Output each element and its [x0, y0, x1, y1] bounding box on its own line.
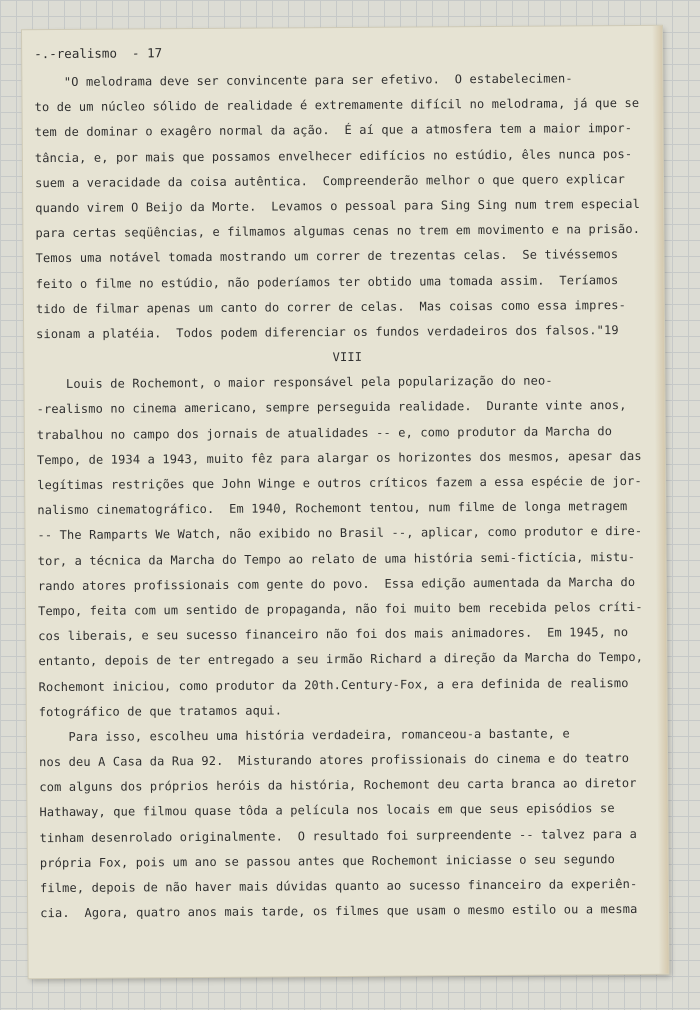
text-line: nalismo cinematográfico. Em 1940, Rochemont tentou, num filme de longa metragem	[37, 499, 628, 518]
text-line: nos deu A Casa da Rua 92. Misturando atores profissionais do cinema e do teatro	[39, 751, 630, 770]
section-number: VIII	[332, 349, 363, 365]
text-line: tinham desenrolado originalmente. O resultado foi surpreendente -- talvez para a	[39, 826, 638, 845]
text-line: to de um núcleo sólido de realidade é extremamente difícil no melodrama, já que se	[34, 96, 640, 115]
text-line: trabalhou no campo dos jornais de atualidades -- e, como produtor da Marcha do	[36, 423, 613, 442]
text-line: tido de filmar apenas um canto do correr de celas. Mas coisas como essa impres-	[35, 297, 626, 316]
text-line: quando virem O Beijo da Morte. Levamos o pessoal para Sing Sing num trem especial	[35, 196, 641, 216]
text-line: própria Fox, pois um ano se passou antes que Rochemont iniciasse o seu segundo	[39, 851, 616, 870]
text-line: sionam a platéia. Todos podem diferenciar os fundos verdadeiros dos falsos."19	[36, 322, 619, 342]
text-line: Rochemont iniciou, como produtor da 20th.Century-Fox, a era definida de realismo	[38, 675, 629, 694]
text-line: com alguns dos próprios heróis da história, Rochemont deu carta branca ao diretor	[39, 776, 637, 795]
text-line: filme, depois de não haver mais dúvidas quanto ao sucesso financeiro da experiên-	[39, 876, 638, 896]
text-line: legítimas restrições que John Winge e outros críticos fazem a essa espécie de jor-	[37, 473, 642, 493]
text-line: -realismo no cinema americano, sempre perseguida realidade. Durante vinte anos,	[36, 398, 627, 417]
text-line: Hathaway, que filmou quase tôda a película nos locais em que seus episódios se	[39, 801, 615, 820]
text-line: "O melodrama deve ser convincente para ser efetivo. O estabelecimen-	[34, 71, 573, 90]
text-line: cia. Agora, quatro anos mais tarde, os filmes que usam o mesmo estilo ou a mesma	[40, 902, 638, 921]
text-line: tor, a técnica da Marcha do Tempo ao relato de uma história semi-fictícia, mistu-	[37, 549, 636, 568]
text-line: entanto, depois de ter entregado a seu irmão Richard a direção da Marcha do Tempo,	[38, 650, 644, 669]
text-line: tância, e, por mais que possamos envelhecer edifícios no estúdio, êles nunca pos-	[34, 146, 633, 165]
text-line: Para isso, escolheu uma história verdadeira, romanceou-a bastante, e	[38, 726, 570, 745]
text-line: fotográfico de que tratamos aqui.	[38, 703, 283, 719]
text-line: para certas seqüências, e filmamos algumas cenas no trem em movimento e na prisão.	[35, 222, 641, 241]
text-line: Tempo, feita com um sentido de propaganda, não foi muito bem recebida pelos críti-	[38, 599, 643, 619]
typed-text-body	[34, 66, 662, 927]
text-line: suem a veracidade da coisa autêntica. Compreenderão melhor o que quero explicar	[35, 171, 626, 190]
text-line: Louis de Rochemont, o maior responsável pela popularização do neo-	[36, 373, 553, 392]
typed-page	[22, 26, 669, 978]
text-line: rando atores profissionais com gente do povo. Essa edição aumentada da Marcha do	[37, 574, 636, 593]
page-header: -.-realismo - 17	[34, 45, 163, 62]
text-line: cos liberais, e seu sucesso financeiro não foi dos mais animadores. Em 1945, no	[38, 625, 629, 644]
text-line: Tempo, de 1934 a 1943, muito fêz para alargar os horizontes dos mesmos, apesar das	[36, 448, 642, 467]
text-line: tem de dominar o exagêro normal da ação. É aí que a atmosfera tem a maior impor-	[34, 121, 633, 140]
text-line: -- The Ramparts We Watch, não exibido no Brasil --, aplicar, como produtor e dire-	[37, 524, 643, 543]
text-line: feito o filme no estúdio, não poderíamos ter obtido uma tomada assim. Teríamos	[35, 272, 619, 291]
text-line: Temos uma notável tomada mostrando um correr de trezentas celas. Se tivéssemos	[35, 247, 619, 266]
